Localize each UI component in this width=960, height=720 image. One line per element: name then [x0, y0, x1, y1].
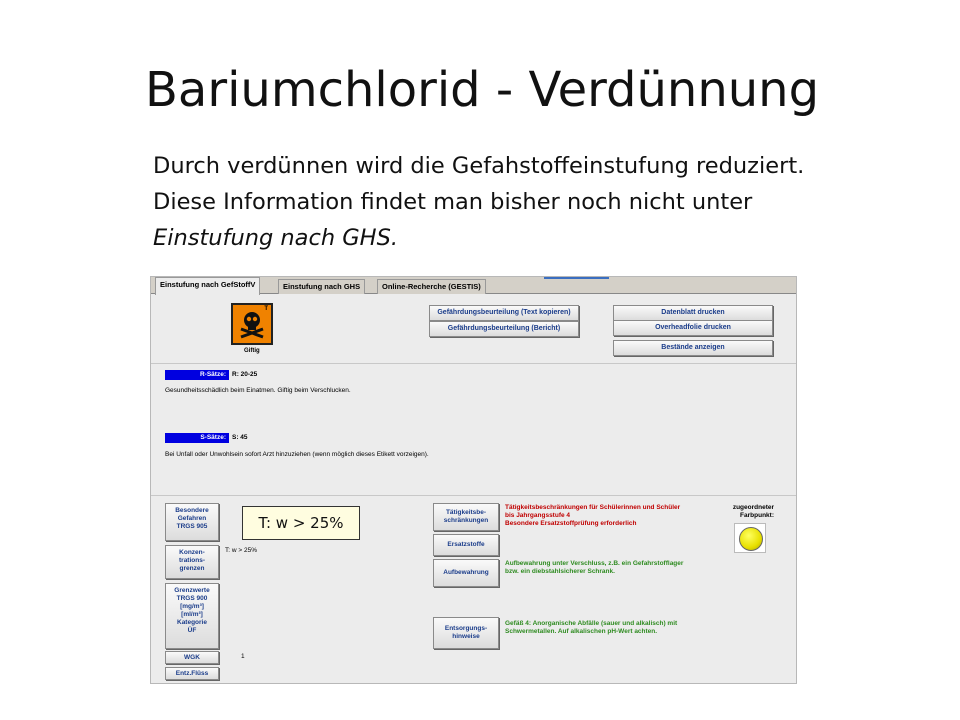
slide-line-2: Diese Information findet man bisher noch nicht unter	[153, 189, 753, 215]
slide-body	[153, 148, 943, 256]
yellow-dot-icon	[739, 527, 763, 551]
s-saetze-label: S-Sätze:	[165, 433, 229, 443]
disposal-button[interactable]	[433, 617, 499, 649]
wgk-value: 1	[241, 653, 245, 660]
limits-line: TRGS 900	[176, 595, 208, 602]
skull-crossbones-icon	[237, 309, 267, 339]
conc-line: trations-	[179, 557, 205, 564]
callout-box: T: w > 25%	[242, 506, 360, 540]
r-saetze-label: R-Sätze:	[165, 370, 229, 380]
activity-line: schränkungen	[443, 517, 489, 524]
limits-line: ÜF	[187, 627, 197, 634]
slide-title: Bariumchlorid - Verdünnung	[145, 62, 820, 118]
special-hazards-button[interactable]	[165, 503, 219, 541]
storage-info-line: Aufbewahrung unter Verschluss, z.B. ein Gefahrstofflager	[505, 560, 684, 567]
disposal-info-line: Gefäß 4: Anorganische Abfälle (sauer und alkalisch) mit	[505, 620, 678, 627]
activity-info	[505, 504, 720, 528]
limit-values-button[interactable]	[165, 583, 219, 649]
tab-strip	[151, 277, 797, 294]
dot-label-line: zugeordneter	[732, 504, 774, 511]
limits-line: [mg/m³]	[180, 603, 204, 610]
storage-info	[505, 560, 715, 576]
gbu-report-button[interactable]: Gefährdungsbeurteilung (Bericht)	[429, 321, 579, 337]
activity-info-line: Besondere Ersatzstoffprüfung erforderlich	[505, 520, 637, 527]
disposal-info	[505, 620, 715, 636]
activity-info-line: Tätigkeitsbeschränkungen für Schülerinnen und Schüler	[505, 504, 681, 511]
slide-line-3: Einstufung nach GHS.	[153, 225, 399, 251]
conc-line: grenzen	[179, 565, 205, 572]
s-saetze-text: Bei Unfall oder Unwohlsein sofort Arzt hinzuziehen (wenn möglich dieses Etikett vorzeigen).	[165, 451, 429, 458]
overhead-button[interactable]: Overheadfolie drucken	[613, 320, 773, 336]
disposal-line: Entsorgungs-	[444, 625, 488, 632]
separator	[151, 363, 797, 364]
datasheet-button[interactable]: Datenblatt drucken	[613, 305, 773, 321]
hazard-letter: T	[264, 306, 268, 312]
slide-line-1: Durch verdünnen wird die Gefahstoffeinstufung reduziert.	[153, 153, 805, 179]
stock-button[interactable]: Bestände anzeigen	[613, 340, 773, 356]
conc-line: Konzen-	[179, 549, 205, 556]
separator	[151, 495, 797, 496]
limits-line: Grenzwerte	[174, 587, 210, 594]
tab-ghs[interactable]: Einstufung nach GHS	[278, 279, 365, 294]
color-dot-label	[724, 504, 774, 520]
app-window	[150, 276, 797, 684]
hazard-label: Giftig	[244, 348, 260, 354]
special-line: TRGS 905	[176, 523, 208, 530]
tab-indicator	[544, 277, 609, 279]
s-saetze-value: S: 45	[232, 434, 248, 441]
entz-fluess-button[interactable]: Entz.Flüss	[165, 667, 219, 680]
tab-gefstoffv[interactable]: Einstufung nach GefStoffV	[155, 277, 260, 295]
storage-button[interactable]: Aufbewahrung	[433, 559, 499, 587]
gbu-text-button[interactable]: Gefährdungsbeurteilung (Text kopieren)	[429, 305, 579, 321]
storage-info-line: bzw. ein diebstahlsicherer Schrank.	[505, 568, 615, 575]
substitutes-button[interactable]: Ersatzstoffe	[433, 534, 499, 556]
activity-info-line: bis Jahrgangsstufe 4	[505, 512, 571, 519]
wgk-button[interactable]: WGK	[165, 651, 219, 664]
r-saetze-text: Gesundheitsschädlich beim Einatmen. Giftig beim Verschlucken.	[165, 387, 351, 394]
dot-label-line: Farbpunkt:	[740, 512, 774, 519]
activity-line: Tätigkeitsbe-	[445, 509, 487, 516]
concentration-limits-button[interactable]	[165, 545, 219, 579]
disposal-info-line: Schwermetallen. Auf alkalischen pH-Wert achten.	[505, 628, 658, 635]
disposal-line: hinweise	[452, 633, 480, 640]
activity-restrictions-button[interactable]	[433, 503, 499, 531]
limits-line: Kategorie	[177, 619, 207, 626]
r-saetze-value: R: 20-25	[232, 371, 258, 378]
hazard-symbol	[231, 303, 273, 345]
special-line: Gefahren	[177, 515, 207, 522]
special-line: Besondere	[175, 507, 209, 514]
tab-gestis[interactable]: Online-Recherche (GESTIS)	[377, 279, 486, 294]
limits-line: [ml/m³]	[181, 611, 203, 618]
conc-value: T: w > 25%	[225, 547, 257, 554]
color-dot-box	[734, 523, 766, 553]
